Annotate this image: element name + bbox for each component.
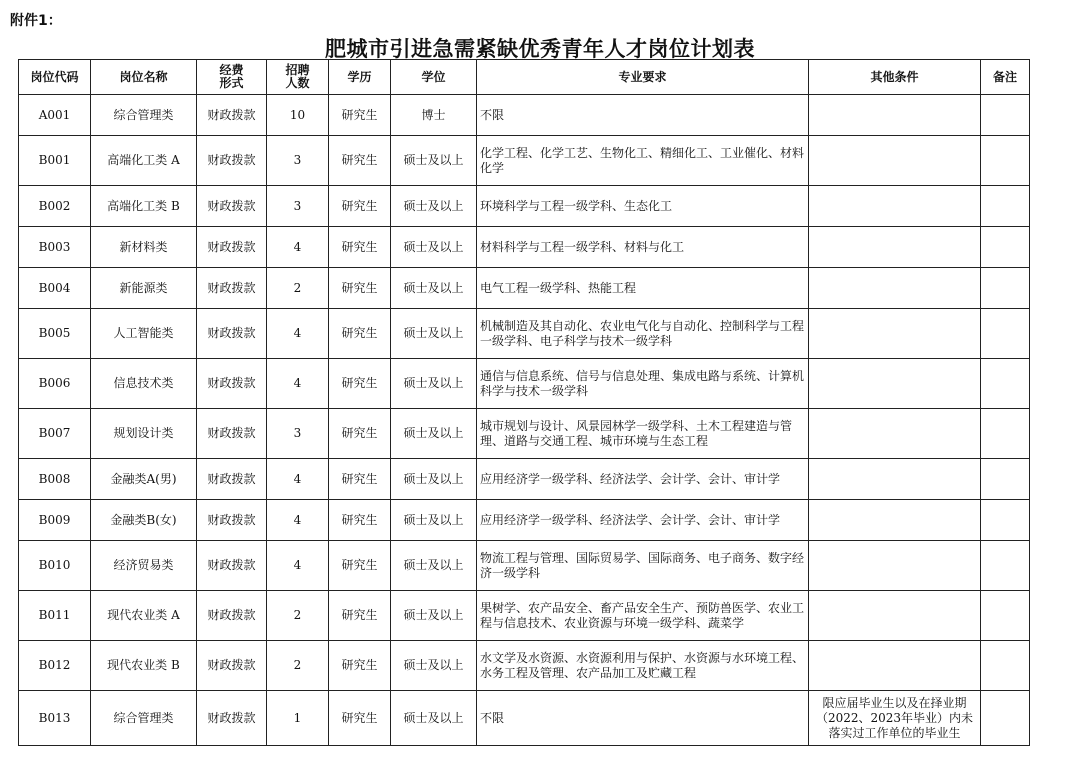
cell-other — [809, 95, 981, 136]
table-row — [19, 95, 1030, 136]
header-funding: 经费 形式 — [197, 60, 267, 95]
cell-code: B002 — [19, 186, 91, 227]
cell-major: 果树学、农产品安全、畜产品安全生产、预防兽医学、农业工程与信息技术、农业资源与环境一级学科、蔬菜学 — [477, 591, 809, 641]
cell-code: A001 — [19, 95, 91, 136]
cell-remarks — [981, 136, 1030, 186]
cell-major: 材料科学与工程一级学科、材料与化工 — [477, 227, 809, 268]
cell-degree: 硕士及以上 — [391, 591, 477, 641]
cell-degree: 硕士及以上 — [391, 500, 477, 541]
cell-degree: 硕士及以上 — [391, 691, 477, 746]
cell-education: 研究生 — [329, 268, 391, 309]
cell-code: B004 — [19, 268, 91, 309]
cell-name: 综合管理类 — [91, 691, 197, 746]
cell-name: 新能源类 — [91, 268, 197, 309]
cell-count: 4 — [267, 459, 329, 500]
page-title: 肥城市引进急需紧缺优秀青年人才岗位计划表 — [325, 37, 755, 61]
cell-degree: 硕士及以上 — [391, 409, 477, 459]
cell-major: 水文学及水资源、水资源利用与保护、水资源与水环境工程、水务工程及管理、农产品加工及贮藏工程 — [477, 641, 809, 691]
table-row — [19, 186, 1030, 227]
cell-other — [809, 459, 981, 500]
cell-name: 现代农业类 A — [91, 591, 197, 641]
cell-count: 2 — [267, 591, 329, 641]
cell-other — [809, 227, 981, 268]
cell-count: 2 — [267, 268, 329, 309]
cell-education: 研究生 — [329, 459, 391, 500]
table-row — [19, 500, 1030, 541]
cell-count: 4 — [267, 309, 329, 359]
header-major: 专业要求 — [477, 60, 809, 95]
cell-count: 3 — [267, 186, 329, 227]
cell-education: 研究生 — [329, 95, 391, 136]
cell-education: 研究生 — [329, 500, 391, 541]
cell-remarks — [981, 641, 1030, 691]
cell-other — [809, 268, 981, 309]
table-row — [19, 309, 1030, 359]
cell-remarks — [981, 359, 1030, 409]
cell-other — [809, 641, 981, 691]
cell-funding: 财政拨款 — [197, 591, 267, 641]
cell-code: B003 — [19, 227, 91, 268]
cell-funding: 财政拨款 — [197, 359, 267, 409]
cell-major: 不限 — [477, 691, 809, 746]
cell-funding: 财政拨款 — [197, 309, 267, 359]
cell-remarks — [981, 309, 1030, 359]
cell-major: 不限 — [477, 95, 809, 136]
table-row — [19, 541, 1030, 591]
cell-degree: 硕士及以上 — [391, 641, 477, 691]
cell-remarks — [981, 500, 1030, 541]
attachment-label: 附件1： — [10, 13, 62, 29]
cell-funding: 财政拨款 — [197, 500, 267, 541]
cell-code: B007 — [19, 409, 91, 459]
table-row — [19, 136, 1030, 186]
cell-name: 新材料类 — [91, 227, 197, 268]
cell-other — [809, 186, 981, 227]
cell-education: 研究生 — [329, 227, 391, 268]
cell-degree: 硕士及以上 — [391, 359, 477, 409]
cell-degree: 硕士及以上 — [391, 268, 477, 309]
cell-other — [809, 591, 981, 641]
header-name: 岗位名称 — [91, 60, 197, 95]
cell-remarks — [981, 227, 1030, 268]
cell-funding: 财政拨款 — [197, 409, 267, 459]
cell-name: 规划设计类 — [91, 409, 197, 459]
cell-other — [809, 136, 981, 186]
cell-name: 现代农业类 B — [91, 641, 197, 691]
cell-education: 研究生 — [329, 541, 391, 591]
cell-degree: 硕士及以上 — [391, 309, 477, 359]
cell-major: 城市规划与设计、风景园林学一级学科、土木工程建造与管理、道路与交通工程、城市环境与生态工程 — [477, 409, 809, 459]
cell-other: 限应届毕业生以及在择业期（2022、2023年毕业）内未落实过工作单位的毕业生 — [809, 691, 981, 746]
header-count: 招聘 人数 — [267, 60, 329, 95]
cell-code: B009 — [19, 500, 91, 541]
cell-name: 人工智能类 — [91, 309, 197, 359]
table-row — [19, 591, 1030, 641]
cell-other — [809, 409, 981, 459]
cell-count: 4 — [267, 500, 329, 541]
cell-education: 研究生 — [329, 136, 391, 186]
cell-remarks — [981, 268, 1030, 309]
cell-other — [809, 359, 981, 409]
cell-major: 应用经济学一级学科、经济法学、会计学、会计、审计学 — [477, 459, 809, 500]
cell-funding: 财政拨款 — [197, 95, 267, 136]
cell-funding: 财政拨款 — [197, 641, 267, 691]
cell-funding: 财政拨款 — [197, 136, 267, 186]
cell-code: B005 — [19, 309, 91, 359]
cell-count: 4 — [267, 359, 329, 409]
cell-code: B001 — [19, 136, 91, 186]
table-row — [19, 359, 1030, 409]
cell-major: 机械制造及其自动化、农业电气化与自动化、控制科学与工程一级学科、电子科学与技术一级学科 — [477, 309, 809, 359]
cell-name: 金融类B(女) — [91, 500, 197, 541]
table-header-row — [19, 60, 1030, 95]
cell-name: 信息技术类 — [91, 359, 197, 409]
cell-funding: 财政拨款 — [197, 186, 267, 227]
cell-education: 研究生 — [329, 691, 391, 746]
cell-count: 10 — [267, 95, 329, 136]
cell-count: 2 — [267, 641, 329, 691]
cell-name: 高端化工类 A — [91, 136, 197, 186]
cell-other — [809, 309, 981, 359]
cell-funding: 财政拨款 — [197, 227, 267, 268]
cell-major: 应用经济学一级学科、经济法学、会计学、会计、审计学 — [477, 500, 809, 541]
cell-major: 电气工程一级学科、热能工程 — [477, 268, 809, 309]
cell-remarks — [981, 409, 1030, 459]
cell-code: B008 — [19, 459, 91, 500]
cell-name: 经济贸易类 — [91, 541, 197, 591]
cell-code: B011 — [19, 591, 91, 641]
cell-funding: 财政拨款 — [197, 691, 267, 746]
cell-education: 研究生 — [329, 591, 391, 641]
cell-code: B012 — [19, 641, 91, 691]
cell-remarks — [981, 186, 1030, 227]
cell-major: 环境科学与工程一级学科、生态化工 — [477, 186, 809, 227]
cell-funding: 财政拨款 — [197, 459, 267, 500]
table-row — [19, 459, 1030, 500]
cell-code: B010 — [19, 541, 91, 591]
cell-remarks — [981, 459, 1030, 500]
cell-count: 4 — [267, 227, 329, 268]
cell-code: B013 — [19, 691, 91, 746]
cell-funding: 财政拨款 — [197, 541, 267, 591]
cell-degree: 硕士及以上 — [391, 459, 477, 500]
cell-name: 金融类A(男) — [91, 459, 197, 500]
cell-count: 4 — [267, 541, 329, 591]
header-remarks: 备注 — [981, 60, 1030, 95]
cell-degree: 硕士及以上 — [391, 136, 477, 186]
header-code: 岗位代码 — [19, 60, 91, 95]
cell-education: 研究生 — [329, 641, 391, 691]
cell-education: 研究生 — [329, 409, 391, 459]
cell-remarks — [981, 591, 1030, 641]
cell-degree: 硕士及以上 — [391, 186, 477, 227]
cell-funding: 财政拨款 — [197, 268, 267, 309]
cell-remarks — [981, 541, 1030, 591]
cell-education: 研究生 — [329, 359, 391, 409]
cell-count: 1 — [267, 691, 329, 746]
cell-remarks — [981, 691, 1030, 746]
table-row — [19, 691, 1030, 746]
header-education: 学历 — [329, 60, 391, 95]
cell-degree: 硕士及以上 — [391, 227, 477, 268]
table-row — [19, 227, 1030, 268]
cell-code: B006 — [19, 359, 91, 409]
cell-major: 物流工程与管理、国际贸易学、国际商务、电子商务、数字经济一级学科 — [477, 541, 809, 591]
cell-count: 3 — [267, 409, 329, 459]
cell-major: 化学工程、化学工艺、生物化工、精细化工、工业催化、材料化学 — [477, 136, 809, 186]
table-row — [19, 268, 1030, 309]
cell-other — [809, 541, 981, 591]
header-other: 其他条件 — [809, 60, 981, 95]
table-row — [19, 409, 1030, 459]
cell-major: 通信与信息系统、信号与信息处理、集成电路与系统、计算机科学与技术一级学科 — [477, 359, 809, 409]
cell-name: 高端化工类 B — [91, 186, 197, 227]
header-degree: 学位 — [391, 60, 477, 95]
cell-other — [809, 500, 981, 541]
cell-education: 研究生 — [329, 186, 391, 227]
cell-remarks — [981, 95, 1030, 136]
cell-degree: 硕士及以上 — [391, 541, 477, 591]
table-row — [19, 641, 1030, 691]
position-plan-table — [18, 59, 1030, 746]
cell-education: 研究生 — [329, 309, 391, 359]
cell-count: 3 — [267, 136, 329, 186]
cell-name: 综合管理类 — [91, 95, 197, 136]
cell-degree: 博士 — [391, 95, 477, 136]
